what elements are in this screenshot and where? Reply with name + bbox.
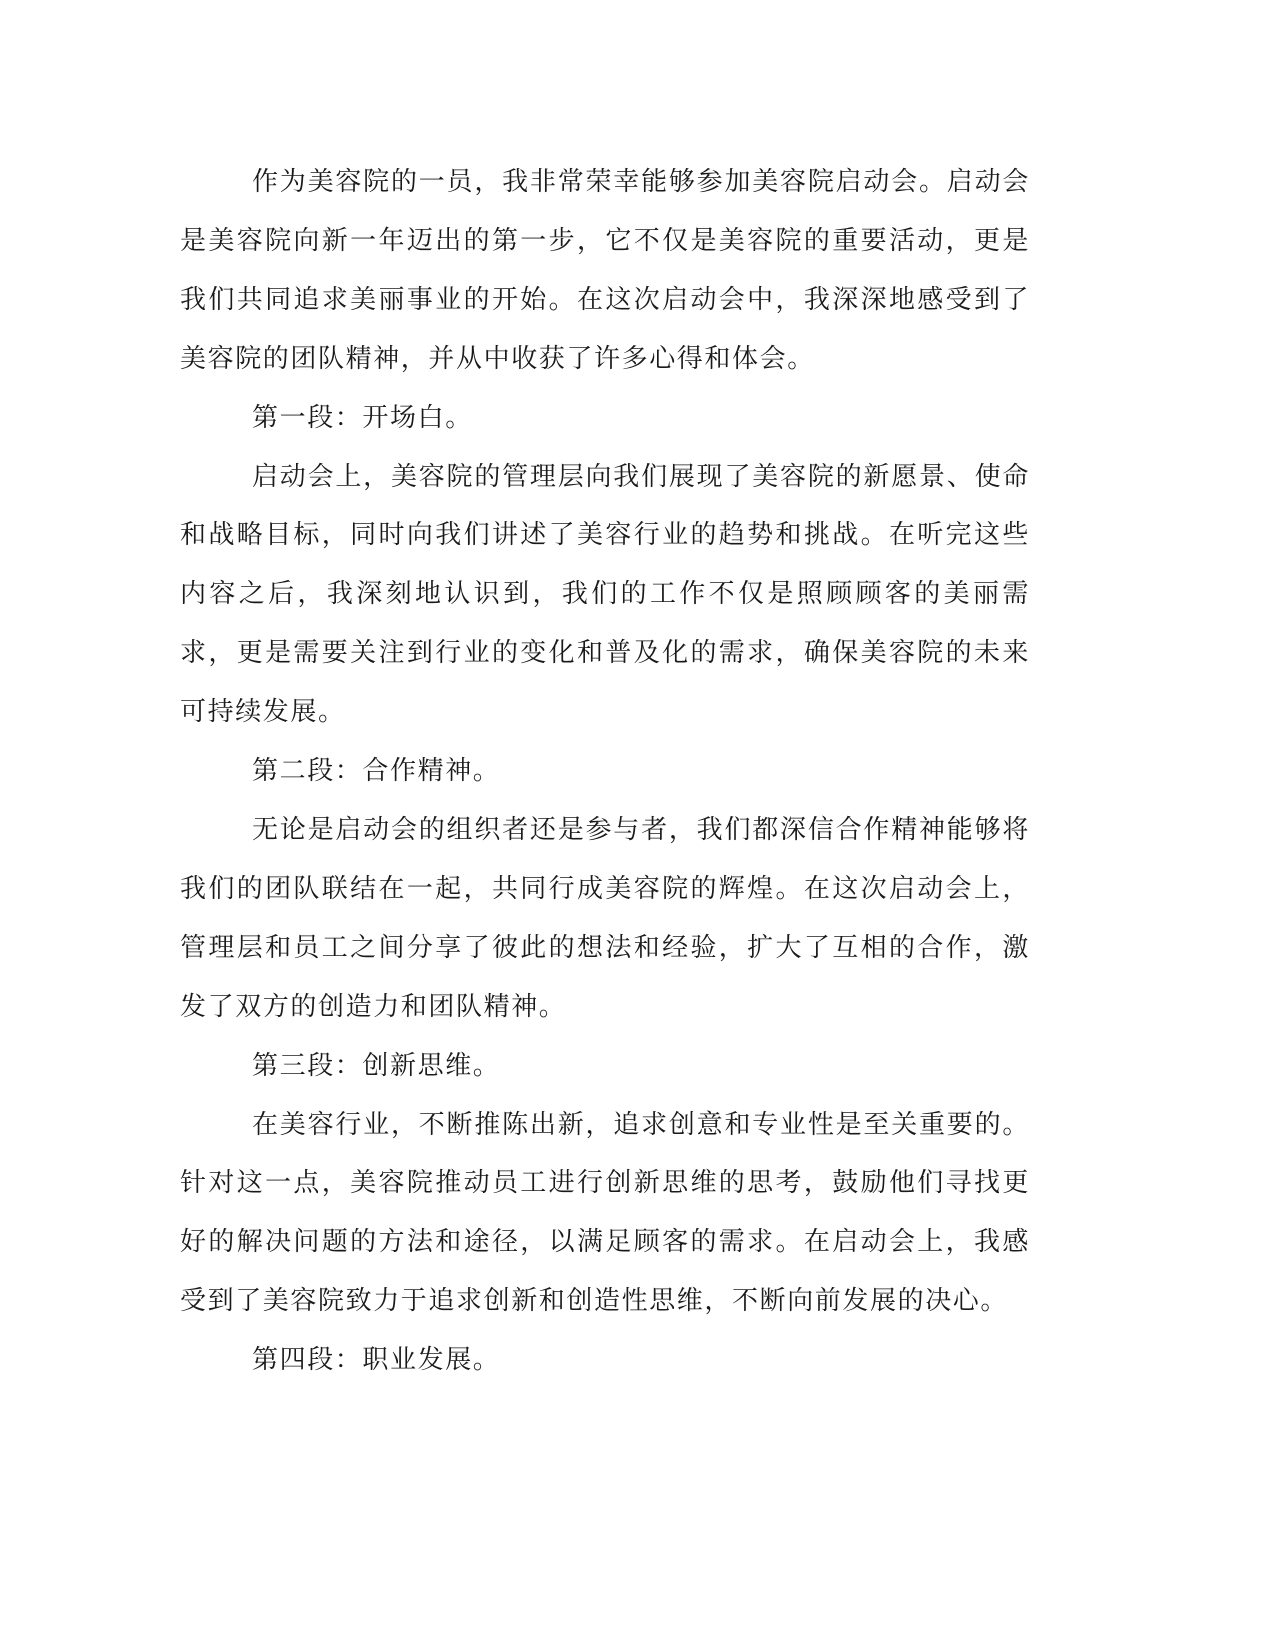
section-1-heading: 第一段：开场白。: [252, 402, 473, 433]
section-1-paragraph: 启动会上，美容院的管理层向我们展现了美容院的新愿景、使命和战略目标，同时向我们讲述了美容行业的趋势和挑战。在听完这些内容之后，我深刻地认识到，我们的工作不仅是照顾顾客的美丽需求，更是需要关注到行业的变化和普及化的需求，确保美容院的未来可持续发展。: [180, 461, 1030, 728]
section-2-paragraph: 无论是启动会的组织者还是参与者，我们都深信合作精神能够将我们的团队联结在一起，共同行成美容院的辉煌。在这次启动会上，管理层和员工之间分享了彼此的想法和经验，扩大了互相的合作，激发了双方的创造力和团队精神。: [180, 814, 1030, 1022]
section-4-heading: 第四段：职业发展。: [252, 1345, 501, 1376]
section-3-paragraph: 在美容行业，不断推陈出新，追求创意和专业性是至关重要的。针对这一点，美容院推动员工进行创新思维的思考，鼓励他们寻找更好的解决问题的方法和途径，以满足顾客的需求。在启动会上，我感受到了美容院致力于追求创新和创造性思维，不断向前发展的决心。: [180, 1109, 1030, 1317]
section-3-heading: 第三段：创新思维。: [252, 1050, 501, 1081]
document-body: [180, 153, 1030, 1390]
section-2-heading: 第二段：合作精神。: [252, 756, 501, 787]
intro-paragraph: 作为美容院的一员，我非常荣幸能够参加美容院启动会。启动会是美容院向新一年迈出的第一步，它不仅是美容院的重要活动，更是我们共同追求美丽事业的开始。在这次启动会中，我深深地感受到了美容院的团队精神，并从中收获了许多心得和体会。: [180, 167, 1030, 374]
